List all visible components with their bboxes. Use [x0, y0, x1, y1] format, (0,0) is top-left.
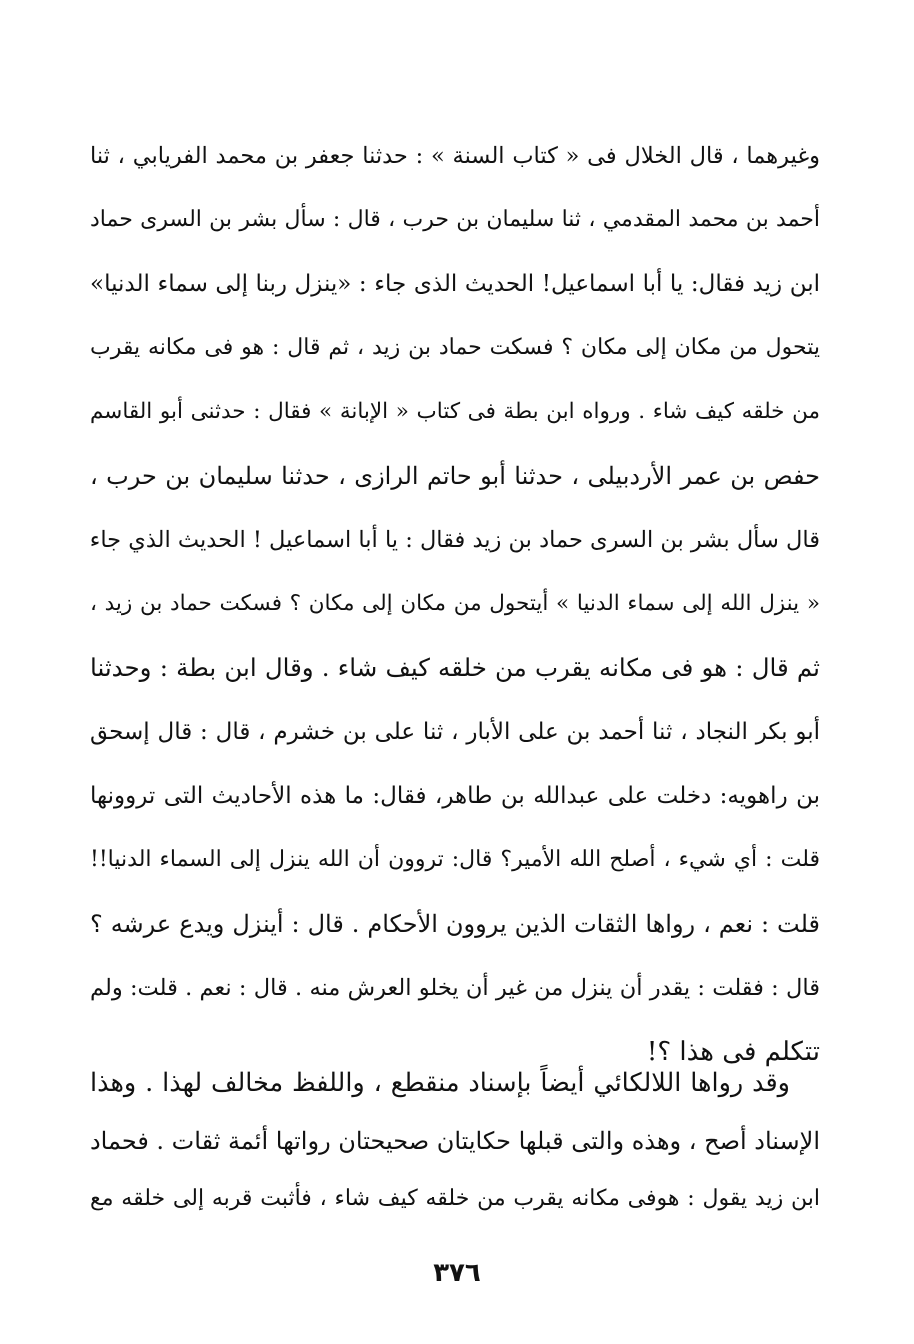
text-line: ابن زيد يقول : هوفى مكانه يقرب من خلقه كيف شاء ، فأثبت قربه إلى خلقه مع: [90, 1186, 820, 1211]
paragraph-2: [90, 1054, 820, 1228]
text-line: تتكلم فى هذا ؟!: [646, 1037, 820, 1067]
paragraph-1: [90, 124, 820, 1084]
text-line: قال سأل بشر بن السرى حماد بن زيد فقال : يا أبا اسماعيل ! الحديث الذي جاء: [90, 527, 820, 553]
text-line: ثم قال : هو فى مكانه يقرب من خلقه كيف شاء . وقال ابن بطة : وحدثنا: [90, 653, 820, 682]
text-line: قلت : أي شيء ، أصلح الله الأمير؟ قال: تروون أن الله ينزل إلى السماء الدنيا!!: [90, 847, 820, 872]
text-line: ابن زيد فقال: يا أبا اسماعيل! الحديث الذى جاء : «ينزل ربنا إلى سماء الدنيا»: [90, 271, 820, 297]
text-line: أبو بكر النجاد ، ثنا أحمد بن على الأبار ، ثنا على بن خشرم ، قال : قال إسحق: [90, 719, 820, 745]
text-line: وقد رواها اللالكائي أيضاً بإسناد منقطع ، واللفظ مخالف لهذا . وهذا: [90, 1068, 790, 1098]
text-line: يتحول من مكان إلى مكان ؟ فسكت حماد بن زيد ، ثم قال : هو فى مكانه يقرب: [90, 335, 820, 360]
text-line: قلت : نعم ، رواها الثقات الذين يروون الأحكام . قال : أينزل ويدع عرشه ؟: [90, 910, 820, 938]
text-line: الإسناد أصح ، وهذه والتى قبلها حكايتان صحيحتان رواتها أئمة ثقات . فحماد: [90, 1127, 820, 1155]
text-line: بن راهويه: دخلت على عبدالله بن طاهر، فقال: ما هذه الأحاديث التى تروونها: [90, 783, 820, 809]
text-line: وغيرهما ، قال الخلال فى « كتاب السنة » : حدثنا جعفر بن محمد الفريابي ، ثنا: [90, 143, 820, 169]
page-number: ٣٧٦: [433, 1258, 481, 1288]
text-line: قال : فقلت : يقدر أن ينزل من غير أن يخلو العرش منه . قال : نعم . قلت: ولم: [90, 975, 820, 1001]
text-line: حفص بن عمر الأردبيلى ، حدثنا أبو حاتم الرازى ، حدثنا سليمان بن حرب ،: [90, 462, 820, 490]
text-line: من خلقه كيف شاء . ورواه ابن بطة فى كتاب « الإبانة » فقال : حدثنى أبو القاسم: [90, 399, 820, 424]
text-line: « ينزل الله إلى سماء الدنيا » أيتحول من مكان إلى مكان ؟ فسكت حماد بن زيد ،: [90, 591, 820, 616]
text-line: أحمد بن محمد المقدمي ، ثنا سليمان بن حرب ، قال : سأل بشر بن السرى حماد: [90, 207, 820, 232]
